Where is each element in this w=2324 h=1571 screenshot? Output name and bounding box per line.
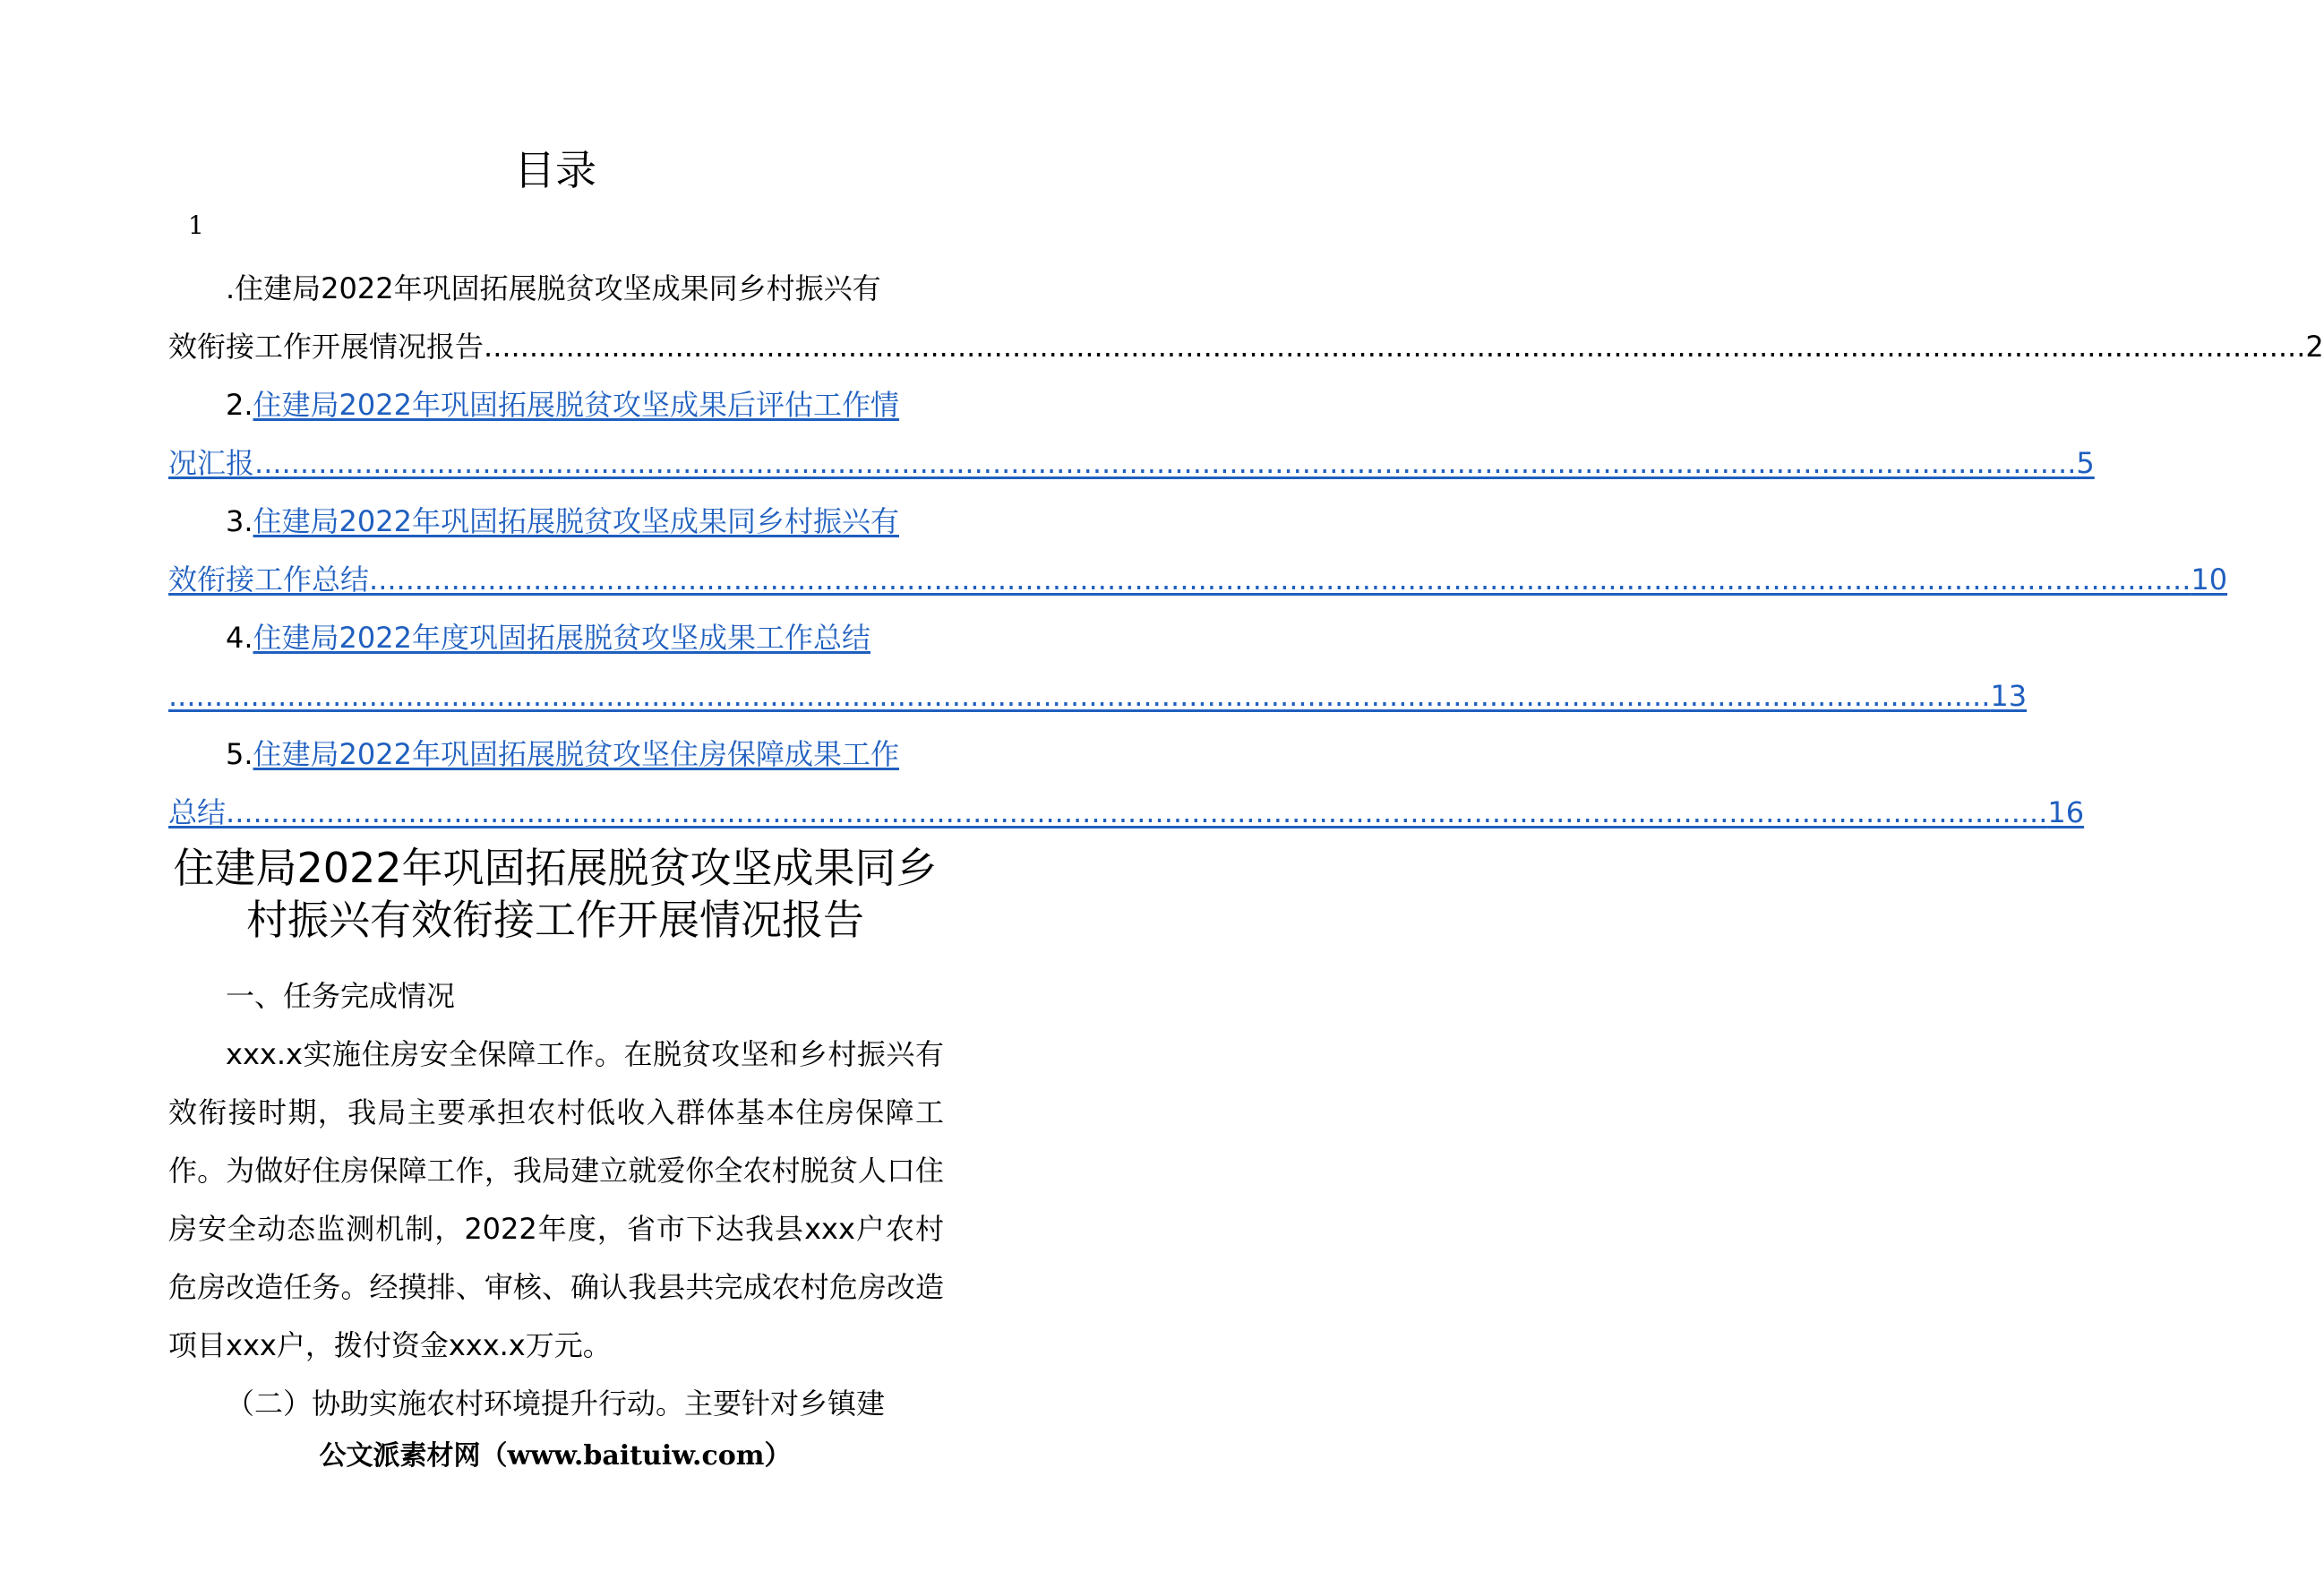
document-title <box>143 842 967 946</box>
toc-entry-continuation[interactable] <box>168 667 2028 725</box>
toc-entry-continuation <box>168 318 2324 376</box>
toc-entry-link[interactable]: 住建局2022年度巩固拓展脱贫攻坚成果工作总结 <box>253 621 870 655</box>
document-title-line1: 住建局2022年巩固拓展脱贫攻坚成果同乡 <box>173 844 938 892</box>
toc-entry-title <box>168 493 944 551</box>
toc-entry-number: . <box>226 271 236 305</box>
toc-entry-title <box>168 725 944 784</box>
toc-entry-title-rest: 总结 <box>168 795 227 829</box>
toc-entry-continuation[interactable] <box>168 434 2095 493</box>
section-heading: 一、任务完成情况 <box>226 979 456 1013</box>
toc-entry[interactable] <box>168 609 2028 725</box>
toc-leader-dots: ........................................................................................................................................................................................................ <box>168 679 1991 713</box>
toc-leader-dots: ........................................................................................................................................................................................................ <box>369 562 2191 597</box>
toc-leader-dots: ........................................................................................................................................................................................................ <box>254 446 2077 480</box>
toc-entry-number: 2. <box>226 388 253 422</box>
table-of-contents <box>168 260 2324 842</box>
toc-entry-title <box>168 376 944 434</box>
toc-entry[interactable] <box>168 493 2228 609</box>
document-title-line2: 村振兴有效衔接工作开展情况报告 <box>246 896 864 944</box>
toc-entry[interactable] <box>168 725 2085 842</box>
toc-entry[interactable] <box>168 376 2095 493</box>
toc-entry-title-rest: 况汇报 <box>168 446 255 480</box>
toc-page-number: 16 <box>2047 795 2085 829</box>
toc-entry-continuation[interactable] <box>168 784 2085 842</box>
body-paragraph: xxx.x实施住房安全保障工作。在脱贫攻坚和乡村振兴有效衔接时期，我局主要承担农村低收入群体基本住房保障工作。为做好住房保障工作，我局建立就爱你全农村脱贫人口住房安全动态监测机制，2022年度，省市下达我县xxx户农村危房改造任务。经摸排、审核、确认我县共完成农村危房改造项目xxx户，拨付资金xxx.x万元。 <box>168 1037 944 1362</box>
toc-page-number: 2 <box>2305 330 2324 364</box>
toc-entry-link[interactable]: 住建局2022年巩固拓展脱贫攻坚成果同乡村振兴有 <box>253 504 899 538</box>
toc-page-number: 5 <box>2076 446 2095 480</box>
toc-entry-link[interactable]: 住建局2022年巩固拓展脱贫攻坚住房保障成果工作 <box>253 737 899 771</box>
body-paragraph: （二）协助实施农村环境提升行动。主要针对乡镇建 <box>226 1386 886 1421</box>
toc-entry-title-rest: 效衔接工作开展情况报告 <box>168 330 485 364</box>
toc-entry-continuation[interactable] <box>168 551 2228 609</box>
toc-entry-number: 3. <box>226 504 253 538</box>
toc-entry-title-rest: 效衔接工作总结 <box>168 562 370 597</box>
toc-page-number: 13 <box>1990 679 2028 713</box>
document-body <box>168 967 944 1433</box>
toc-entry <box>168 260 2324 376</box>
toc-entry-link: 住建局2022年巩固拓展脱贫攻坚成果同乡村振兴有 <box>235 271 881 305</box>
page-marker: 1 <box>188 210 204 240</box>
footer-watermark: 公文派素材网（www.baituiw.com） <box>319 1440 792 1472</box>
toc-entry-link[interactable]: 住建局2022年巩固拓展脱贫攻坚成果后评估工作情 <box>253 388 899 422</box>
toc-leader-dots: ........................................................................................................................................................................................................ <box>226 795 2048 829</box>
toc-entry-number: 4. <box>226 621 253 655</box>
toc-entry-number: 5. <box>226 737 253 771</box>
toc-entry-title <box>168 609 944 667</box>
toc-page-number: 10 <box>2191 562 2228 597</box>
toc-leader-dots: ........................................................................................................................................................................................................ <box>484 330 2306 364</box>
toc-entry-title <box>168 260 944 318</box>
toc-title: 目录 <box>514 146 596 194</box>
